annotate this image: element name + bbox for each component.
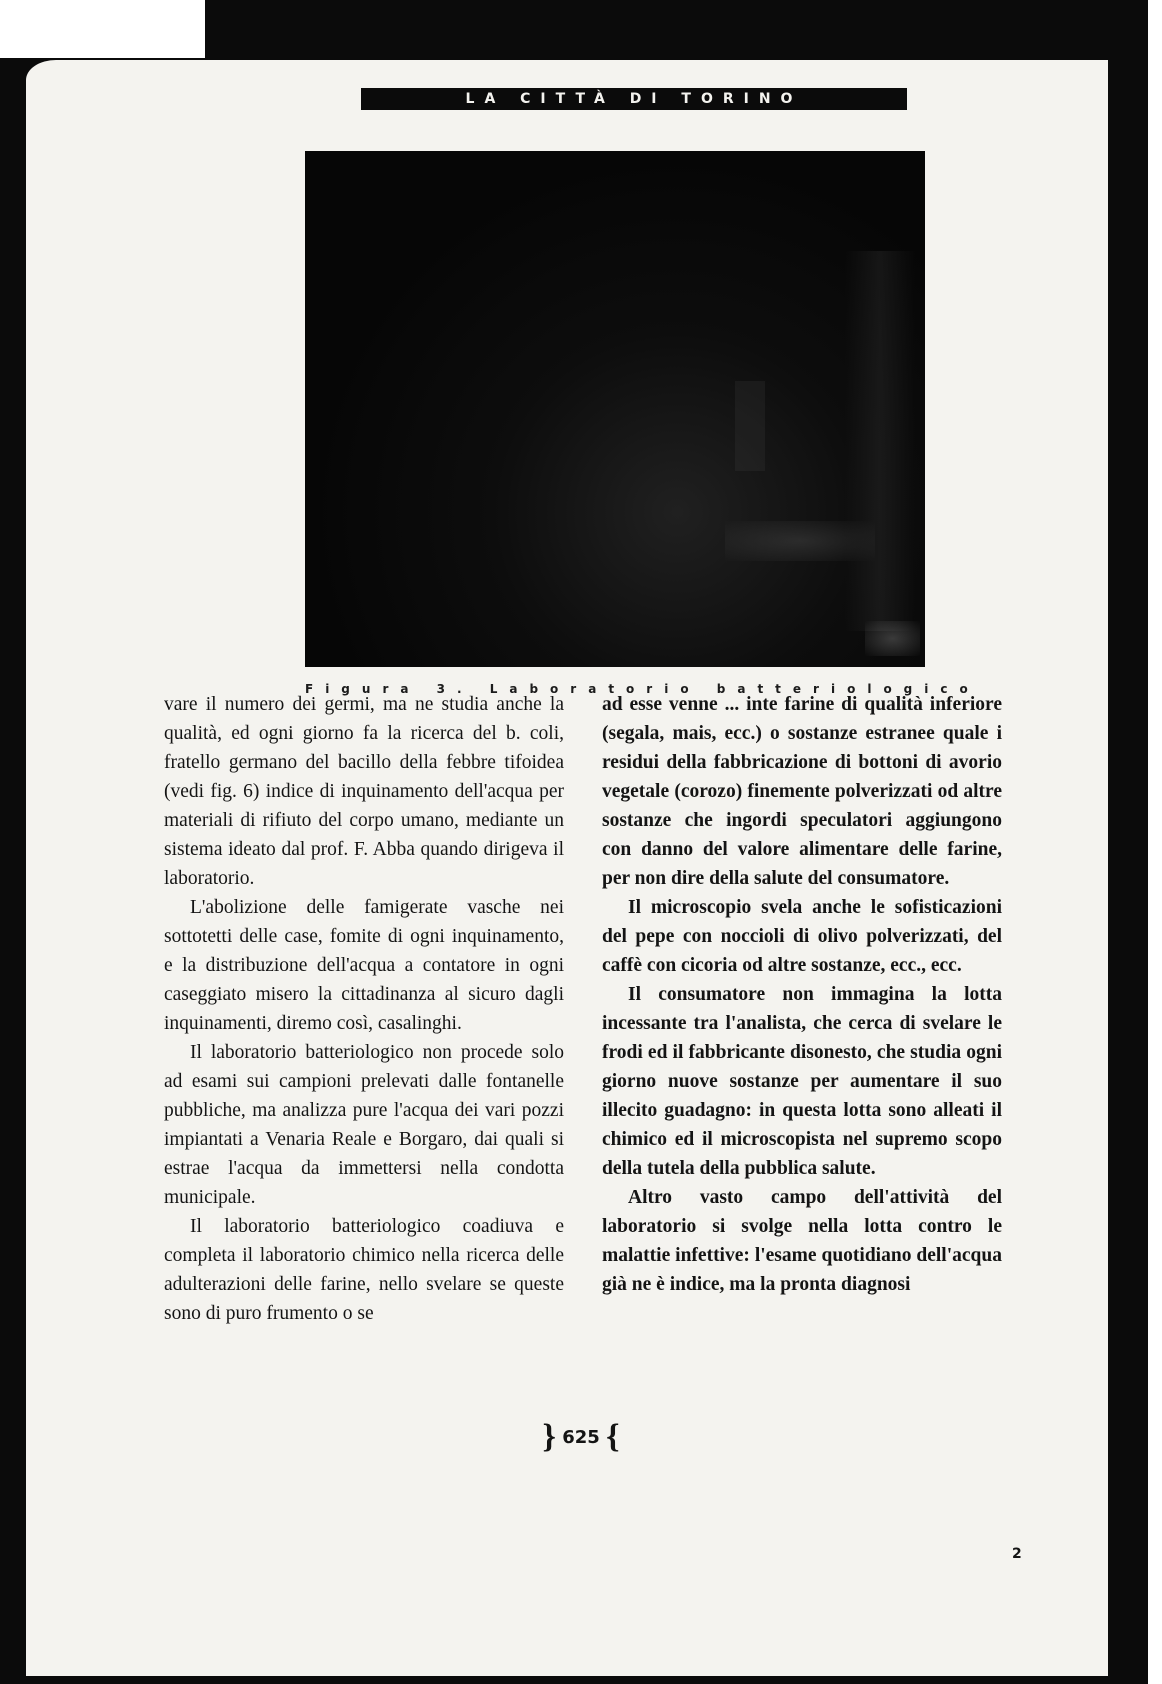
paragraph: ad esse venne ... inte farine di qualità inferiore (segala, mais, ecc.) o sostanze estranee quale i residui della fabbricazione di bottoni di avorio vegetale (corozo) finemente polverizzati od altre sostanze che ingordi speculatori aggiungono con danno del valore alimentare delle farine, per non dire della salute del consumatore. <box>602 694 1002 889</box>
paragraph: Il laboratorio batteriologico coadiuva e completa il laboratorio chimico nella ricerca delle adulterazioni delle farine, nello svelare se queste sono di puro frumento o se <box>164 1216 564 1324</box>
right-brace-ornament: { <box>606 1418 620 1455</box>
page-edge-top <box>0 0 205 58</box>
page-number: 625 <box>562 1427 600 1448</box>
paragraph: vare il numero dei germi, ma ne studia anche la qualità, ed ogni giorno fa la ricerca del b. coli, fratello germano del bacillo della febbre tifoidea (vedi fig. 6) indice di inquinamento dell'acqua per materiali di rifiuto del corpo umano, mediante un sistema ideato dal prof. F. Abba quando dirigeva il laboratorio. <box>164 694 564 889</box>
paragraph: L'abolizione delle famigerate vasche nei sottotetti delle case, fomite di ogni inquinamento, e la distribuzione dell'acqua a contatore in ogni caseggiato misero la cittadinanza al sicuro dagli inquinamenti, diremo così, casalinghi. <box>164 897 564 1034</box>
left-brace-ornament: } <box>542 1418 556 1455</box>
running-header: LA CITTÀ DI TORINO <box>361 88 907 110</box>
paragraph: Il microscopio svela anche le sofisticazioni del pepe con noccioli di olivo polverizzati, del caffè con cicoria od altre sostanze, ecc., ecc. <box>602 897 1002 976</box>
figure-photo-laboratory <box>305 151 925 667</box>
photo-highlight <box>845 251 915 631</box>
photo-highlight <box>865 621 920 656</box>
paragraph: Altro vasto campo dell'attività del laboratorio si svolge nella lotta contro le malattie infettive: l'esame quotidiano dell'acqua già ne è indice, ma la pronta diagnosi <box>602 1187 1002 1295</box>
page-folio <box>0 1418 1162 1456</box>
paragraph: Il consumatore non immagina la lotta incessante tra l'analista, che cerca di svelare le frodi ed il fabbricante disonesto, che studia ogni giorno nuove sostanze per aumentare il suo illecito guadagno: in questa lotta sono alleati il chimico ed il microscopista nel supremo scopo della tutela della pubblica salute. <box>602 984 1002 1179</box>
paragraph: Il laboratorio batteriologico non procede solo ad esami sui campioni prelevati dalle fontanelle pubbliche, ma analizza pure l'acqua dei vari pozzi impiantati a Venaria Reale e Borgaro, dai quali si estrae l'acqua da immettersi nella condotta municipale. <box>164 1042 564 1208</box>
photo-highlight <box>735 381 765 471</box>
text-column-right <box>602 690 1002 1299</box>
figure-caption: Figura 3. Laboratorio batteriologico <box>305 682 980 696</box>
signature-mark: 2 <box>1012 1546 1022 1562</box>
text-column-left <box>164 690 564 1328</box>
